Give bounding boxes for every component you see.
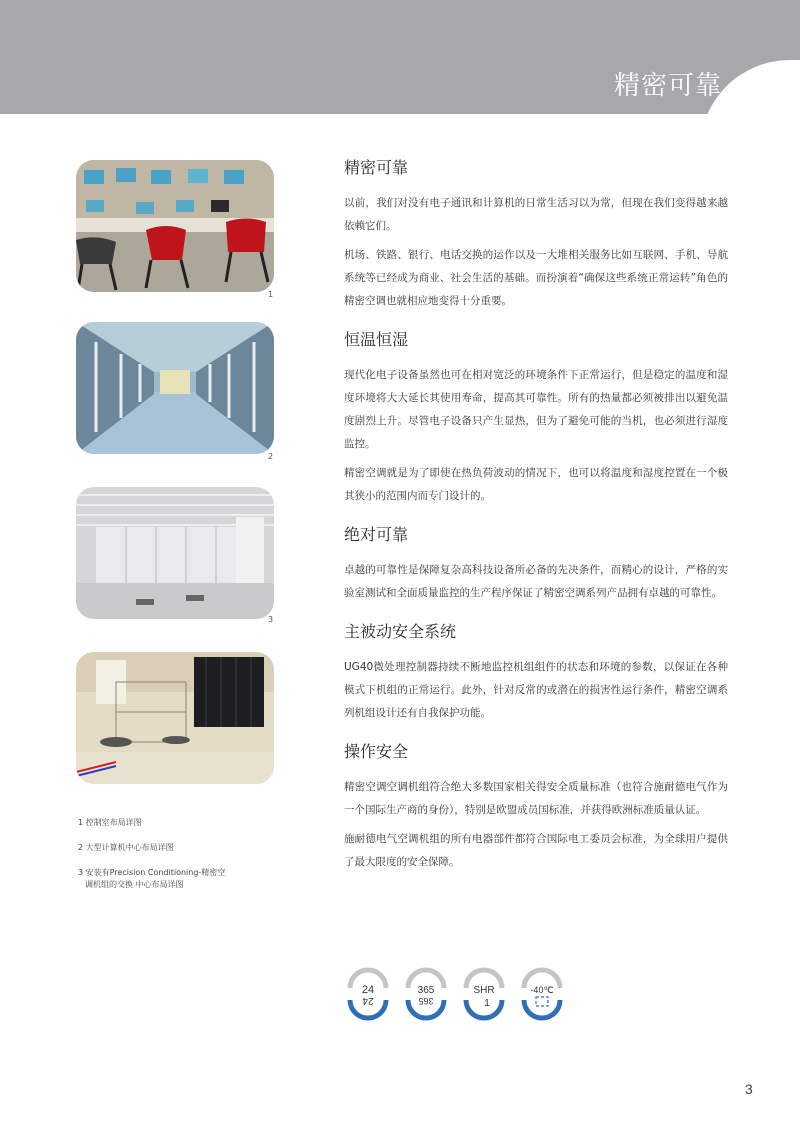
365-icon-top: 365 xyxy=(417,985,435,996)
photo-captions xyxy=(78,817,268,891)
section-title: 操作安全 xyxy=(344,742,409,761)
photo-control-room xyxy=(76,160,274,292)
shr-icon-bottom: 1 xyxy=(484,998,490,1009)
caption-1: 1 控制室布局详图 xyxy=(78,818,142,827)
paragraph: 以前，我们对没有电子通讯和计算机的日常生活习以为常，但现在我们变得越来越依赖它们。 xyxy=(344,197,728,232)
365-icon xyxy=(403,966,449,1022)
paragraph: 现代化电子设备虽然也可在相对宽泛的环境条件下正常运行，但是稳定的温度和湿度环境将大大延长其使用寿命，提高其可靠性。所有的热量都必须被排出以避免温度剧烈上升。尽管电子设备只产生显热，但为了避免可能的当机，也必须进行湿度监控。 xyxy=(344,369,728,450)
caption-2: 2 大型计算机中心布局详图 xyxy=(78,843,174,852)
section-safety-system xyxy=(344,619,728,725)
paragraph: 精密空调就是为了即使在热负荷波动的情况下，也可以将温度和湿度控置在一个极其狭小的范围内而专门设计的。 xyxy=(344,467,728,502)
section-title: 绝对可靠 xyxy=(344,525,409,544)
section-constant-temp xyxy=(344,327,728,508)
365-icon-bottom: 365 xyxy=(418,996,434,1006)
section-title: 主被动安全系统 xyxy=(344,622,457,641)
paragraph: 卓越的可靠性是保障复杂高科技设备所必备的先决条件，而精心的设计，严格的实验室测试和全面质量监控的生产程序保证了精密空调系列产品拥有卓越的可靠性。 xyxy=(344,564,728,599)
page-number: 3 xyxy=(745,1081,753,1097)
photo-number-3: 3 xyxy=(268,615,274,624)
section-title: 恒温恒湿 xyxy=(344,330,409,349)
main-content xyxy=(344,155,728,880)
24h-icon-top: 24 xyxy=(361,984,375,996)
caption-3-line-2: 调机组的交换 中心布局详图 xyxy=(85,880,184,889)
section-precision xyxy=(344,155,728,313)
section-operation-safety xyxy=(344,739,728,874)
photo-number-2: 2 xyxy=(268,452,274,461)
header-title: 精密可靠 xyxy=(613,71,722,101)
photo-number-1: 1 xyxy=(268,290,274,299)
24h-icon-bottom: 24 xyxy=(362,995,374,1006)
photo-installation xyxy=(76,652,274,784)
feature-icons xyxy=(345,966,565,1022)
section-reliability xyxy=(344,522,728,605)
photo-data-center xyxy=(76,322,274,454)
section-title: 精密可靠 xyxy=(344,158,409,177)
photo-server-hall xyxy=(76,487,274,619)
minus40-icon-top: -40℃ xyxy=(530,985,554,995)
24h-icon xyxy=(345,966,391,1022)
paragraph: 施耐德电气空调机组的所有电器部件都符合国际电工委员会标准，为全球用户提供了最大限度的安全保障。 xyxy=(344,833,728,868)
shr-icon xyxy=(461,966,507,1022)
shr-icon-top: SHR xyxy=(473,985,495,996)
paragraph: UG40微处理控制器持续不断地监控机组组件的状态和环境的参数，以保证在各种模式下机组的正常运行。此外，针对反常的或潜在的损害性运行条件，精密空调系列机组设计还有自我保护功能。 xyxy=(344,661,728,719)
paragraph: 精密空调空调机组符合绝大多数国家相关得安全质量标准（也符合施耐德电气作为一个国际生产商的身份），特别是欧盟成员国标准，并获得欧洲标准质量认证。 xyxy=(344,781,728,816)
caption-3-line-1: 3 安装有Precision Conditioning-精密空 xyxy=(78,868,226,877)
paragraph: 机场、铁路、银行、电话交换的运作以及一大堆相关服务比如互联网、手机、导航系统等已经成为商业、社会生活的基础。而扮演着“确保这些系统正常运转”角色的精密空调也就相应地变得十分重要。 xyxy=(344,249,728,307)
caption-3 xyxy=(78,867,268,891)
minus40-icon xyxy=(519,966,565,1022)
